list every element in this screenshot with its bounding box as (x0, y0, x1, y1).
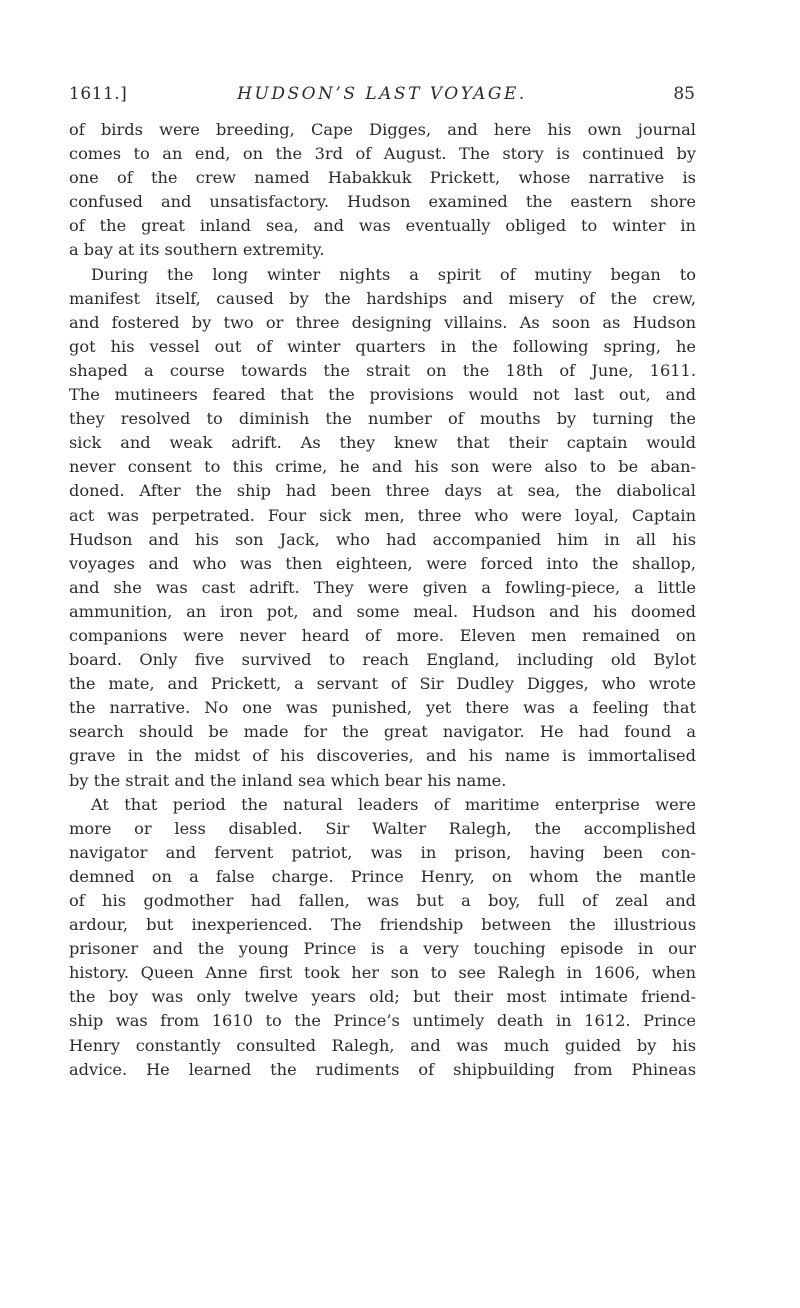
text-line: doned. After the ship had been three days at sea, the diabolical (69, 481, 696, 501)
paragraph-2 (69, 263, 696, 793)
text-line: search should be made for the great navigator. He had found a (69, 722, 696, 742)
text-line: shaped a course towards the strait on the 18th of June, 1611. (69, 360, 696, 380)
text-line: ship was from 1610 to the Prince’s untimely death in 1612. Prince (69, 1011, 696, 1031)
text-line: board. Only five survived to reach England, including old Bylot (69, 650, 696, 670)
text-line: sick and weak adrift. As they knew that their captain would (69, 433, 696, 453)
text-line: the mate, and Prickett, a servant of Sir Dudley Digges, who wrote (69, 674, 696, 694)
text-line: never consent to this crime, he and his son were also to be aban- (69, 457, 696, 477)
header-date: 1611.] (69, 84, 128, 104)
text-line: grave in the midst of his discoveries, and his name is immortalised (69, 746, 696, 766)
text-line: At that period the natural leaders of maritime enterprise were (91, 794, 696, 814)
text-line: Hudson and his son Jack, who had accompanied him in all his (69, 529, 696, 549)
text-line: act was perpetrated. Four sick men, three who were loyal, Captain (69, 505, 696, 525)
text-line: comes to an end, on the 3rd of August. The story is continued by (69, 144, 696, 164)
text-line: companions were never heard of more. Eleven men remained on (69, 625, 696, 645)
text-line: by the strait and the inland sea which bear his name. (69, 770, 507, 790)
paragraph-3 (69, 793, 696, 1082)
text-line: of his godmother had fallen, was but a boy, full of zeal and (69, 891, 696, 910)
text-line: a bay at its southern extremity. (69, 240, 325, 260)
page-number: 85 (673, 84, 695, 104)
text-line: manifest itself, caused by the hardships and misery of the crew, (69, 288, 696, 308)
text-line: got his vessel out of winter quarters in the following spring, he (69, 336, 696, 356)
header-title: HUDSON’S LAST VOYAGE. (237, 84, 527, 104)
text-line: navigator and fervent patriot, was in prison, having been con- (69, 842, 696, 862)
text-line: of birds were breeding, Cape Digges, and here his own journal (69, 120, 696, 139)
text-line: history. Queen Anne first took her son to see Ralegh in 1606, when (69, 963, 696, 983)
text-line: one of the crew named Habakkuk Prickett, whose narrative is (69, 168, 696, 188)
text-line: the boy was only twelve years old; but their most intimate friend- (69, 987, 696, 1007)
text-line: and fostered by two or three designing villains. As soon as Hudson (69, 312, 696, 332)
text-line: ammunition, an iron pot, and some meal. Hudson and his doomed (69, 601, 696, 621)
text-line: The mutineers feared that the provisions would not last out, and (69, 385, 696, 405)
text-line: advice. He learned the rudiments of shipbuilding from Phineas (69, 1059, 696, 1079)
text-line: the narrative. No one was punished, yet there was a feeling that (69, 698, 696, 718)
text-line: confused and unsatisfactory. Hudson examined the eastern shore (69, 192, 696, 212)
text-line: prisoner and the young Prince is a very touching episode in our (69, 939, 696, 959)
body-text (69, 118, 696, 1082)
text-line: ardour, but inexperienced. The friendship between the illustrious (69, 915, 696, 935)
text-line: of the great inland sea, and was eventually obliged to winter in (69, 216, 696, 236)
text-line: During the long winter nights a spirit of mutiny began to (91, 264, 696, 284)
text-line: Henry constantly consulted Ralegh, and was much guided by his (69, 1035, 696, 1055)
text-line: they resolved to diminish the number of mouths by turning the (69, 409, 696, 429)
text-line: more or less disabled. Sir Walter Ralegh, the accomplished (69, 818, 696, 838)
text-line: and she was cast adrift. They were given a fowling-piece, a little (69, 577, 696, 597)
running-header (69, 84, 695, 108)
text-line: voyages and who was then eighteen, were forced into the shallop, (69, 553, 696, 573)
text-line: demned on a false charge. Prince Henry, on whom the mantle (69, 866, 696, 886)
paragraph-1 (69, 118, 696, 263)
